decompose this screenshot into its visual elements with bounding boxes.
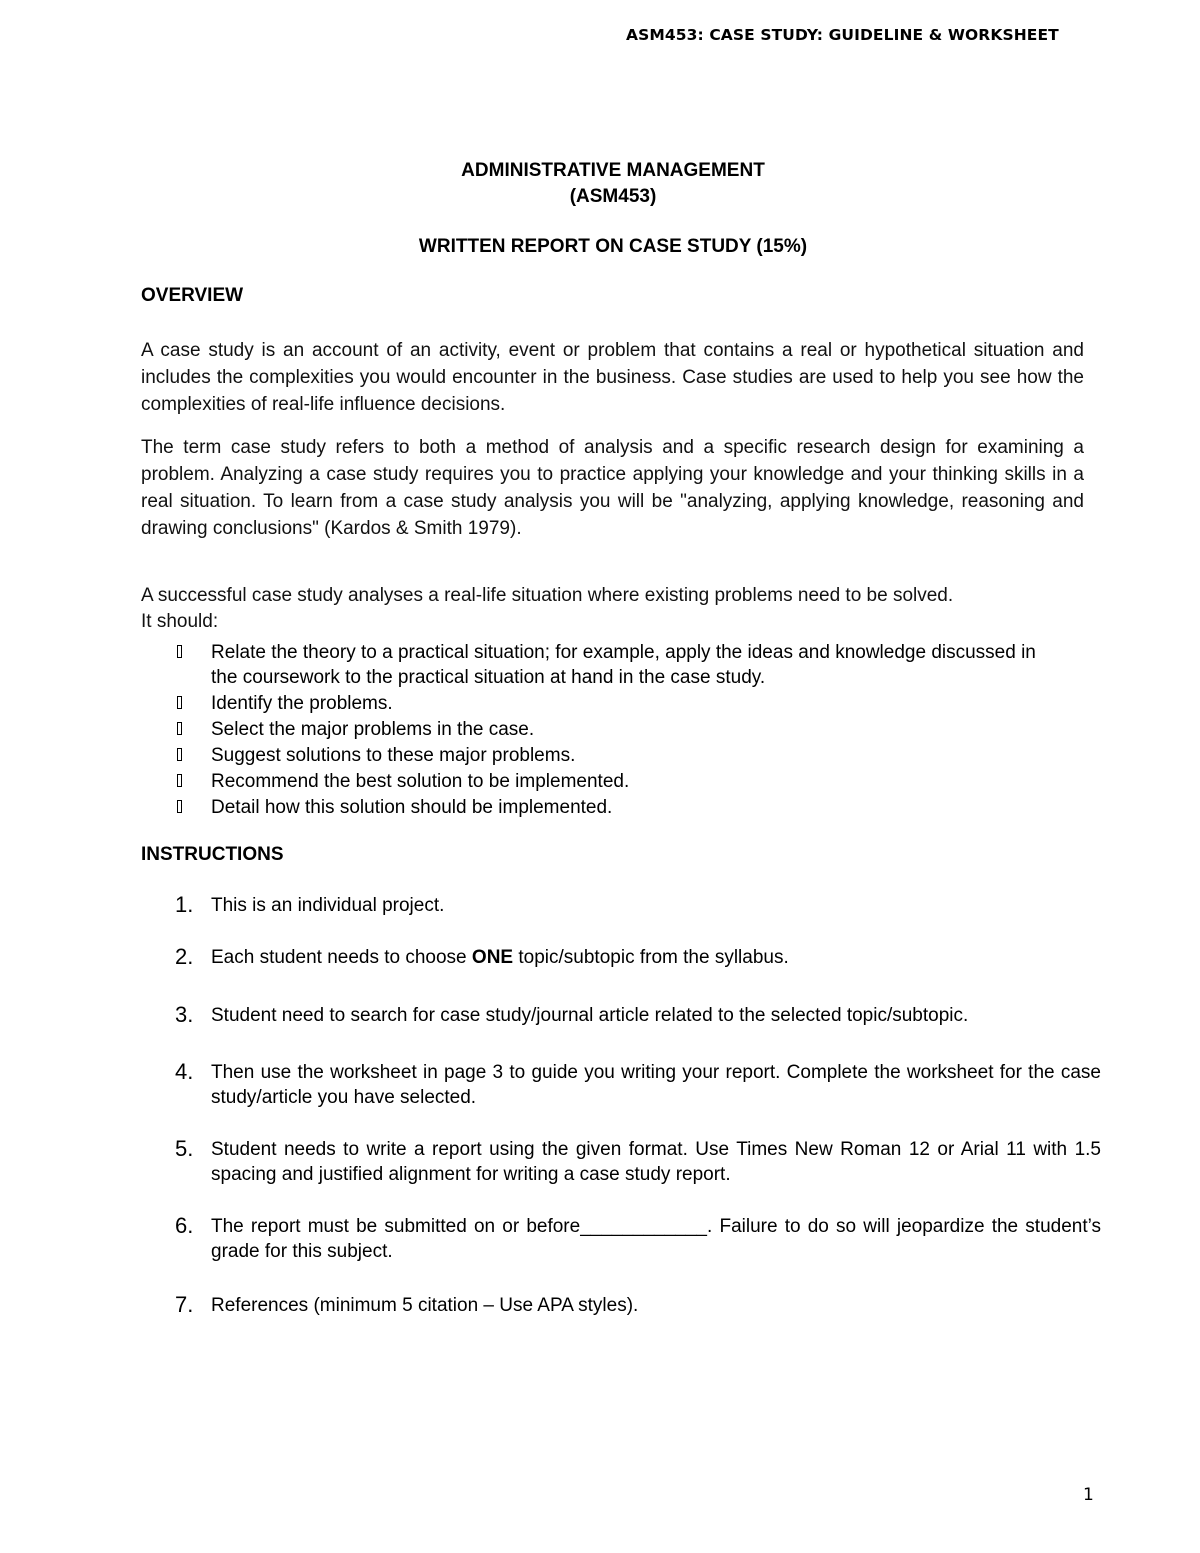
instruction-item: 4. Then use the worksheet in page 3 to guide you writing your report. Complete the worksheet for the case study/article you have selected. xyxy=(175,1059,1101,1108)
list-item: Relate the theory to a practical situation; for example, apply the ideas and knowledge discussed in the coursework to the practical situation at hand in the case study. xyxy=(141,640,1041,690)
item-number: 2. xyxy=(175,944,194,969)
emphasis-one: ONE xyxy=(471,947,514,968)
overview-heading: OVERVIEW xyxy=(141,285,244,306)
requirements-list xyxy=(141,640,1041,821)
instruction-item: 2. Each student needs to choose ONE topic/subtopic from the syllabus. xyxy=(175,944,789,969)
list-item: Recommend the best solution to be implemented. xyxy=(141,769,1041,794)
course-code: (ASM453) xyxy=(569,186,657,207)
overview-paragraph-1: A case study is an account of an activity, event or problem that contains a real or hypothetical situation and includes the complexities you would encounter in the business. Case studies are used to help you see how the complexities of real-life influence decisions. xyxy=(141,340,1084,415)
item-number: 7. xyxy=(175,1292,194,1317)
instruction-item: 1. This is an individual project. xyxy=(175,892,445,917)
running-header: ASM453: CASE STUDY: GUIDELINE & WORKSHEET xyxy=(626,26,1059,44)
list-item: Detail how this solution should be implemented. xyxy=(141,795,1041,820)
item-number: 6. xyxy=(175,1213,194,1238)
instruction-item: 7. References (minimum 5 citation – Use APA styles). xyxy=(175,1292,639,1317)
instruction-item: 3. Student need to search for case study/journal article related to the selected topic/subtopic. xyxy=(175,1002,969,1027)
list-item: Suggest solutions to these major problems. xyxy=(141,743,1041,768)
instruction-item: 5. Student needs to write a report using the given format. Use Times New Roman 12 or Arial 11 with 1.5 spacing and justified alignment for writing a case study report. xyxy=(175,1136,1101,1185)
bullet-icon xyxy=(177,748,182,761)
item-number: 4. xyxy=(175,1059,194,1084)
list-item: Select the major problems in the case. xyxy=(141,717,1041,742)
item-number: 5. xyxy=(175,1136,194,1161)
bullet-icon xyxy=(177,645,182,658)
bullet-icon xyxy=(177,722,182,735)
instructions-list xyxy=(141,893,1101,1318)
assignment-title: WRITTEN REPORT ON CASE STUDY (15%) xyxy=(418,236,808,257)
instructions-heading: INSTRUCTIONS xyxy=(141,844,284,865)
instruction-item: 6. The report must be submitted on or before____________. Failure to do so will jeopardize the student’s grade for this subject. xyxy=(175,1213,1101,1262)
page-number: 1 xyxy=(1083,1485,1094,1505)
list-item: Identify the problems. xyxy=(141,691,1041,716)
course-title: ADMINISTRATIVE MANAGEMENT xyxy=(461,160,765,181)
paragraph-3-line-2: It should: xyxy=(141,611,219,632)
paragraph-3-line-1: A successful case study analyses a real-life situation where existing problems need to be solved. xyxy=(141,585,954,606)
item-number: 1. xyxy=(175,892,194,917)
bullet-icon xyxy=(177,774,182,787)
item-number: 3. xyxy=(175,1002,194,1027)
overview-paragraph-2: The term case study refers to both a method of analysis and a specific research design for examining a problem. Analyzing a case study requires you to practice applying your knowledge and your thinking skills in a real situation. To learn from a case study analysis you will be "analyzing, applying knowledge, reasoning and drawing conclusions" (Kardos & Smith 1979). xyxy=(141,437,1084,539)
bullet-icon xyxy=(177,696,182,709)
bullet-icon xyxy=(177,800,182,813)
overview-paragraph-3 xyxy=(141,582,1101,635)
